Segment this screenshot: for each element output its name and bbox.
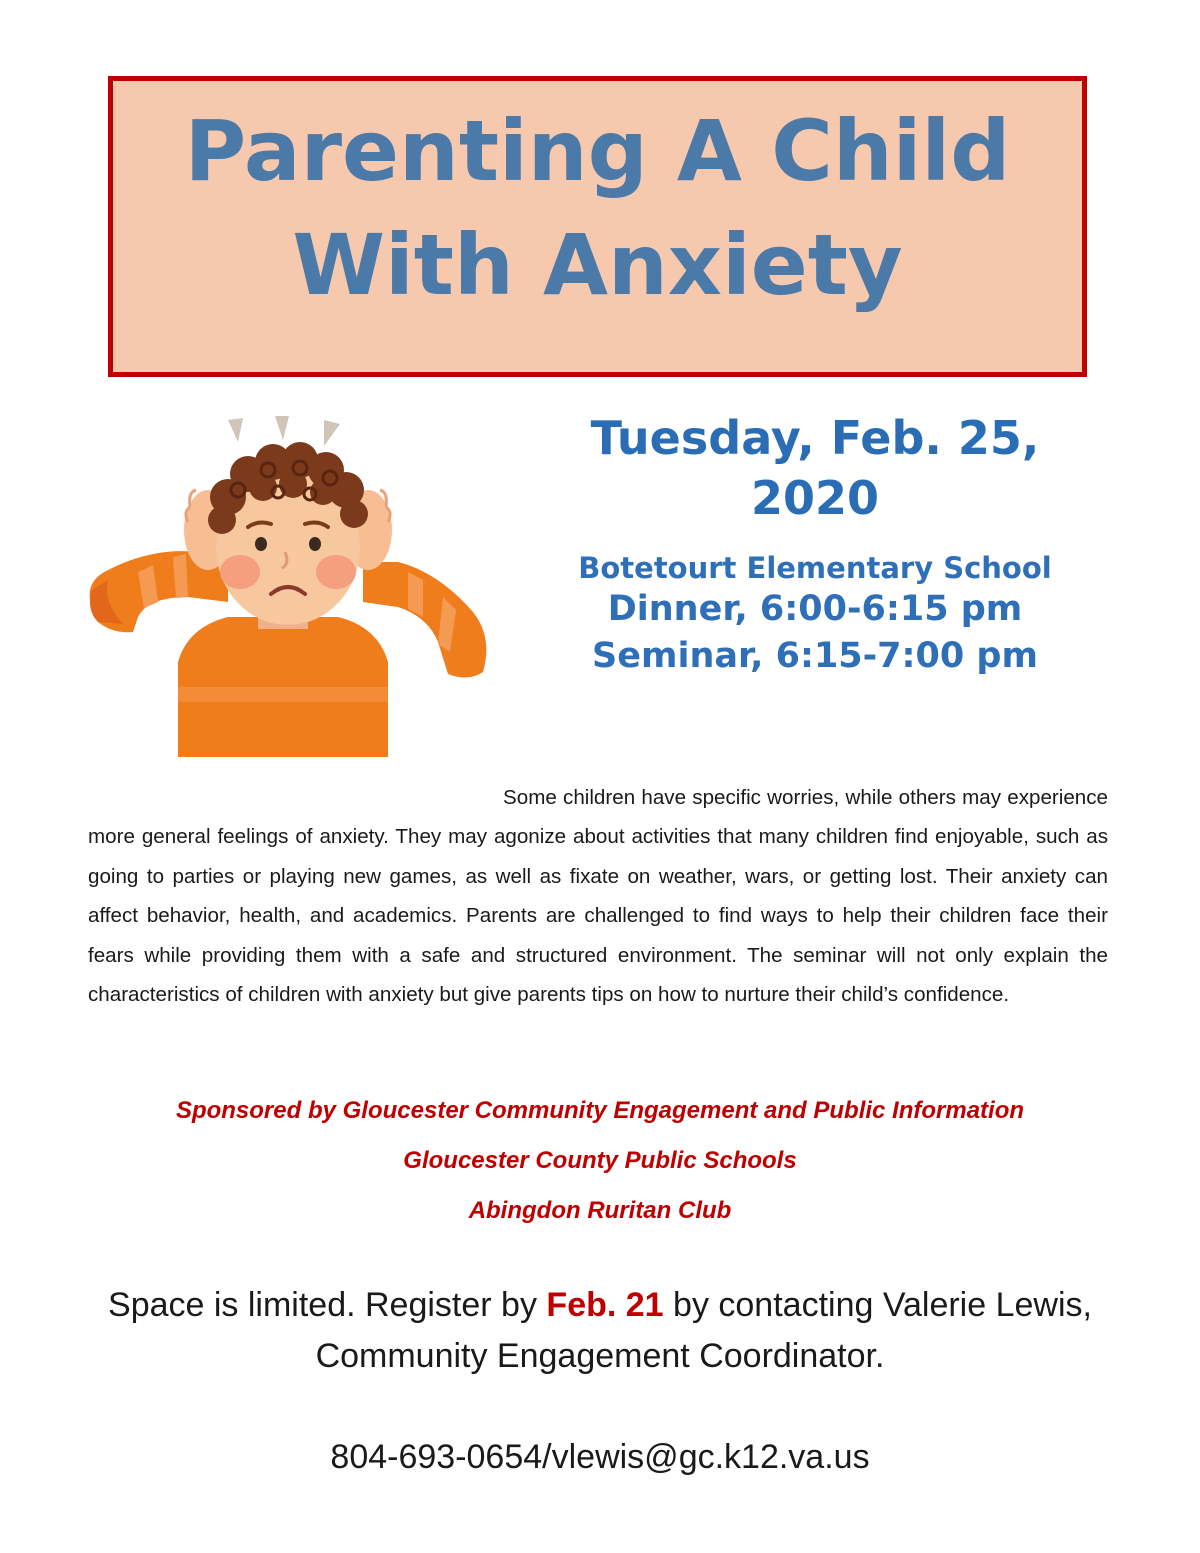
title-banner xyxy=(108,76,1087,377)
registration-deadline: Feb. 21 xyxy=(546,1286,664,1324)
sponsor-line: Abingdon Ruritan Club xyxy=(468,1197,732,1224)
page-title-line-2: With Anxiety xyxy=(292,216,903,314)
registration-note xyxy=(60,1280,1140,1382)
event-date-line-1: Tuesday, Feb. 25, xyxy=(590,411,1040,465)
registration-prefix: Space is limited. Register by xyxy=(108,1286,547,1324)
event-dinner-time: Dinner, 6:00-6:15 pm xyxy=(607,589,1023,629)
sponsor-line: Gloucester County Public Schools xyxy=(403,1147,797,1174)
registration-suffix: by contacting Valerie Lewis, Community Engagement Coordinator. xyxy=(315,1286,1092,1375)
worried-child-icon xyxy=(78,412,498,757)
event-location: Botetourt Elementary School xyxy=(578,551,1052,585)
sponsor-line: Sponsored by Gloucester Community Engagement and Public Information xyxy=(175,1097,1025,1124)
description-paragraph: Some children have specific worries, while others may experience more general feelings of anxiety. They may agonize about activities that many children find enjoyable, such as going to parties or playing new games, as well as fixate on weather, wars, or getting lost. Their anxiety can affect behavior, health, and academics. Parents are challenged to find ways to help their children face their fears while providing them with a safe and structured environment. The seminar will not only explain the characteristics of children with anxiety but give parents tips on how to nurture their child’s confidence. xyxy=(88,785,1108,1007)
sponsors-list xyxy=(0,1086,1200,1236)
event-date-line-2: 2020 xyxy=(750,471,880,525)
page-title-line-1: Parenting A Child xyxy=(184,102,1011,200)
contact-info: 804-693-0654/vlewis@gc.k12.va.us xyxy=(330,1438,870,1476)
event-details xyxy=(520,408,1110,680)
event-seminar-time: Seminar, 6:15-7:00 pm xyxy=(592,636,1038,676)
